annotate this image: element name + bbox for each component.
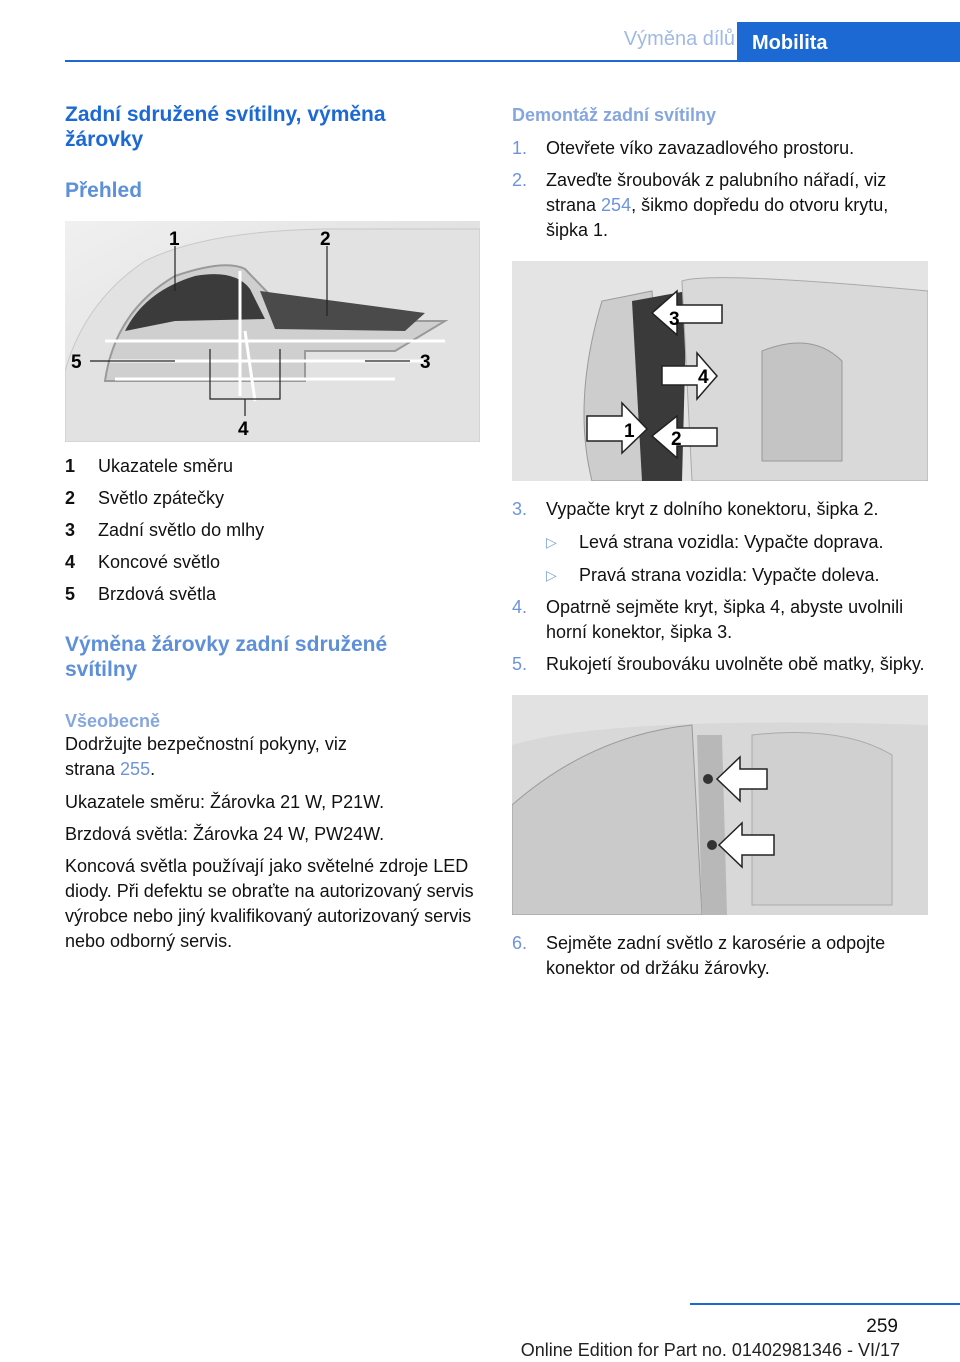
step-5 [512,652,928,677]
header-chapter-tab[interactable]: Mobilita [737,22,960,62]
section-title: Zadní sdružené svítilny, výměna žárovky [65,103,386,151]
safety-end: . [150,759,156,779]
step-text: Rukojetí šroubováku uvolněte obě matky, šipky. [546,654,925,674]
step-2-text-a: Zaveďte šroubovák z palubního nářadí, viz strana [546,170,887,215]
figure-label-2: 2 [320,229,331,250]
step-number: 2. [512,170,528,190]
legend-item [65,514,480,546]
overview-heading: Přehled [65,179,143,202]
removal-heading: Demontáž zadní svítilny [512,105,717,125]
fig2-label-1: 1 [624,421,635,442]
step-text [546,168,928,243]
step-4 [512,595,928,645]
step-1 [512,136,928,161]
step-text: Opatrně sejměte kryt, šipka 4, abyste uvolnili horní konektor, šipka 3. [546,597,904,642]
legend-text: Světlo zpátečky [98,488,225,508]
taillight-overview-figure [65,221,480,442]
header-rule [65,60,960,62]
triangle-bullet-icon: ▷ [546,567,557,583]
legend-text: Brzdová světla [98,584,217,604]
figure-label-5: 5 [71,352,82,373]
legend-list [65,450,480,610]
footer-rule [690,1303,960,1305]
legend-number: 4 [65,552,76,572]
figure-label-1: 1 [169,229,180,250]
safety-text: Dodržujte bezpečnostní pokyny, viz strana [65,734,347,779]
safety-paragraph [65,732,395,782]
header-section-title: Výměna dílů [623,28,735,50]
led-paragraph: Koncová světla používají jako světelné zdroje LED diody. Při defektu se obraťte na autorizovaný servis výrobce nebo jiný kvalifikovaný autorizovaný servis nebo odborný servis. [65,856,474,951]
nut-release-figure [512,695,928,915]
step-text: Otevřete víko zavazadlového prostoru. [546,138,855,158]
replace-bulb-heading: Výměna žárovky zadní sdružené svítilny [65,633,388,681]
safety-page-link[interactable]: 255 [120,759,151,779]
step-text: Sejměte zadní světlo z karosérie a odpojte konektor od držáku žárovky. [546,933,886,978]
cover-removal-diagram [512,261,928,481]
legend-item [65,578,480,610]
figure-label-3: 3 [420,352,431,373]
step-number: 4. [512,597,528,617]
step-6 [512,931,928,981]
right-column [512,104,928,981]
legend-number: 2 [65,488,76,508]
step-3 [512,497,928,522]
step-2-text-b: , šikmo dopředu do otvoru krytu, šipka 1. [546,195,889,240]
edition-note: Online Edition for Part no. 01402981346 - VI/17 [520,1340,900,1360]
left-column [65,102,480,954]
legend-item [65,450,480,482]
bullet-text: Pravá strana vozidla: Vypačte doleva. [579,565,880,585]
cover-removal-figure [512,261,928,481]
fig2-label-3: 3 [669,309,680,330]
step-number: 6. [512,933,528,953]
nut-release-diagram [512,695,928,915]
turn-signal-bulb-paragraph: Ukazatele směru: Žárovka 21 W, P21W. [65,792,385,812]
legend-text: Zadní světlo do mlhy [98,520,265,540]
legend-number: 5 [65,584,76,604]
brake-light-bulb-paragraph: Brzdová světla: Žárovka 24 W, PW24W. [65,824,385,844]
step-text: Vypačte kryt z dolního konektoru, šipka 2. [546,499,879,519]
figure-label-4: 4 [238,419,249,440]
page-number: 259 [866,1316,898,1337]
triangle-bullet-icon: ▷ [546,534,557,550]
legend-text: Ukazatele směru [98,456,234,476]
legend-number: 3 [65,520,76,540]
step-number: 5. [512,654,528,674]
step-2 [512,168,928,243]
fig2-label-4: 4 [698,367,709,388]
legend-text: Koncové světlo [98,552,221,572]
step-number: 3. [512,499,528,519]
step-2-page-link[interactable]: 254 [601,195,632,215]
legend-item [65,482,480,514]
bullet-left-side [512,530,928,555]
legend-item [65,546,480,578]
bullet-text: Levá strana vozidla: Vypačte doprava. [579,532,884,552]
step-number: 1. [512,138,528,158]
bullet-right-side [512,563,928,588]
general-heading: Všeobecně [65,711,161,731]
legend-number: 1 [65,456,76,476]
taillight-diagram [65,221,480,442]
fig2-label-2: 2 [671,429,682,450]
